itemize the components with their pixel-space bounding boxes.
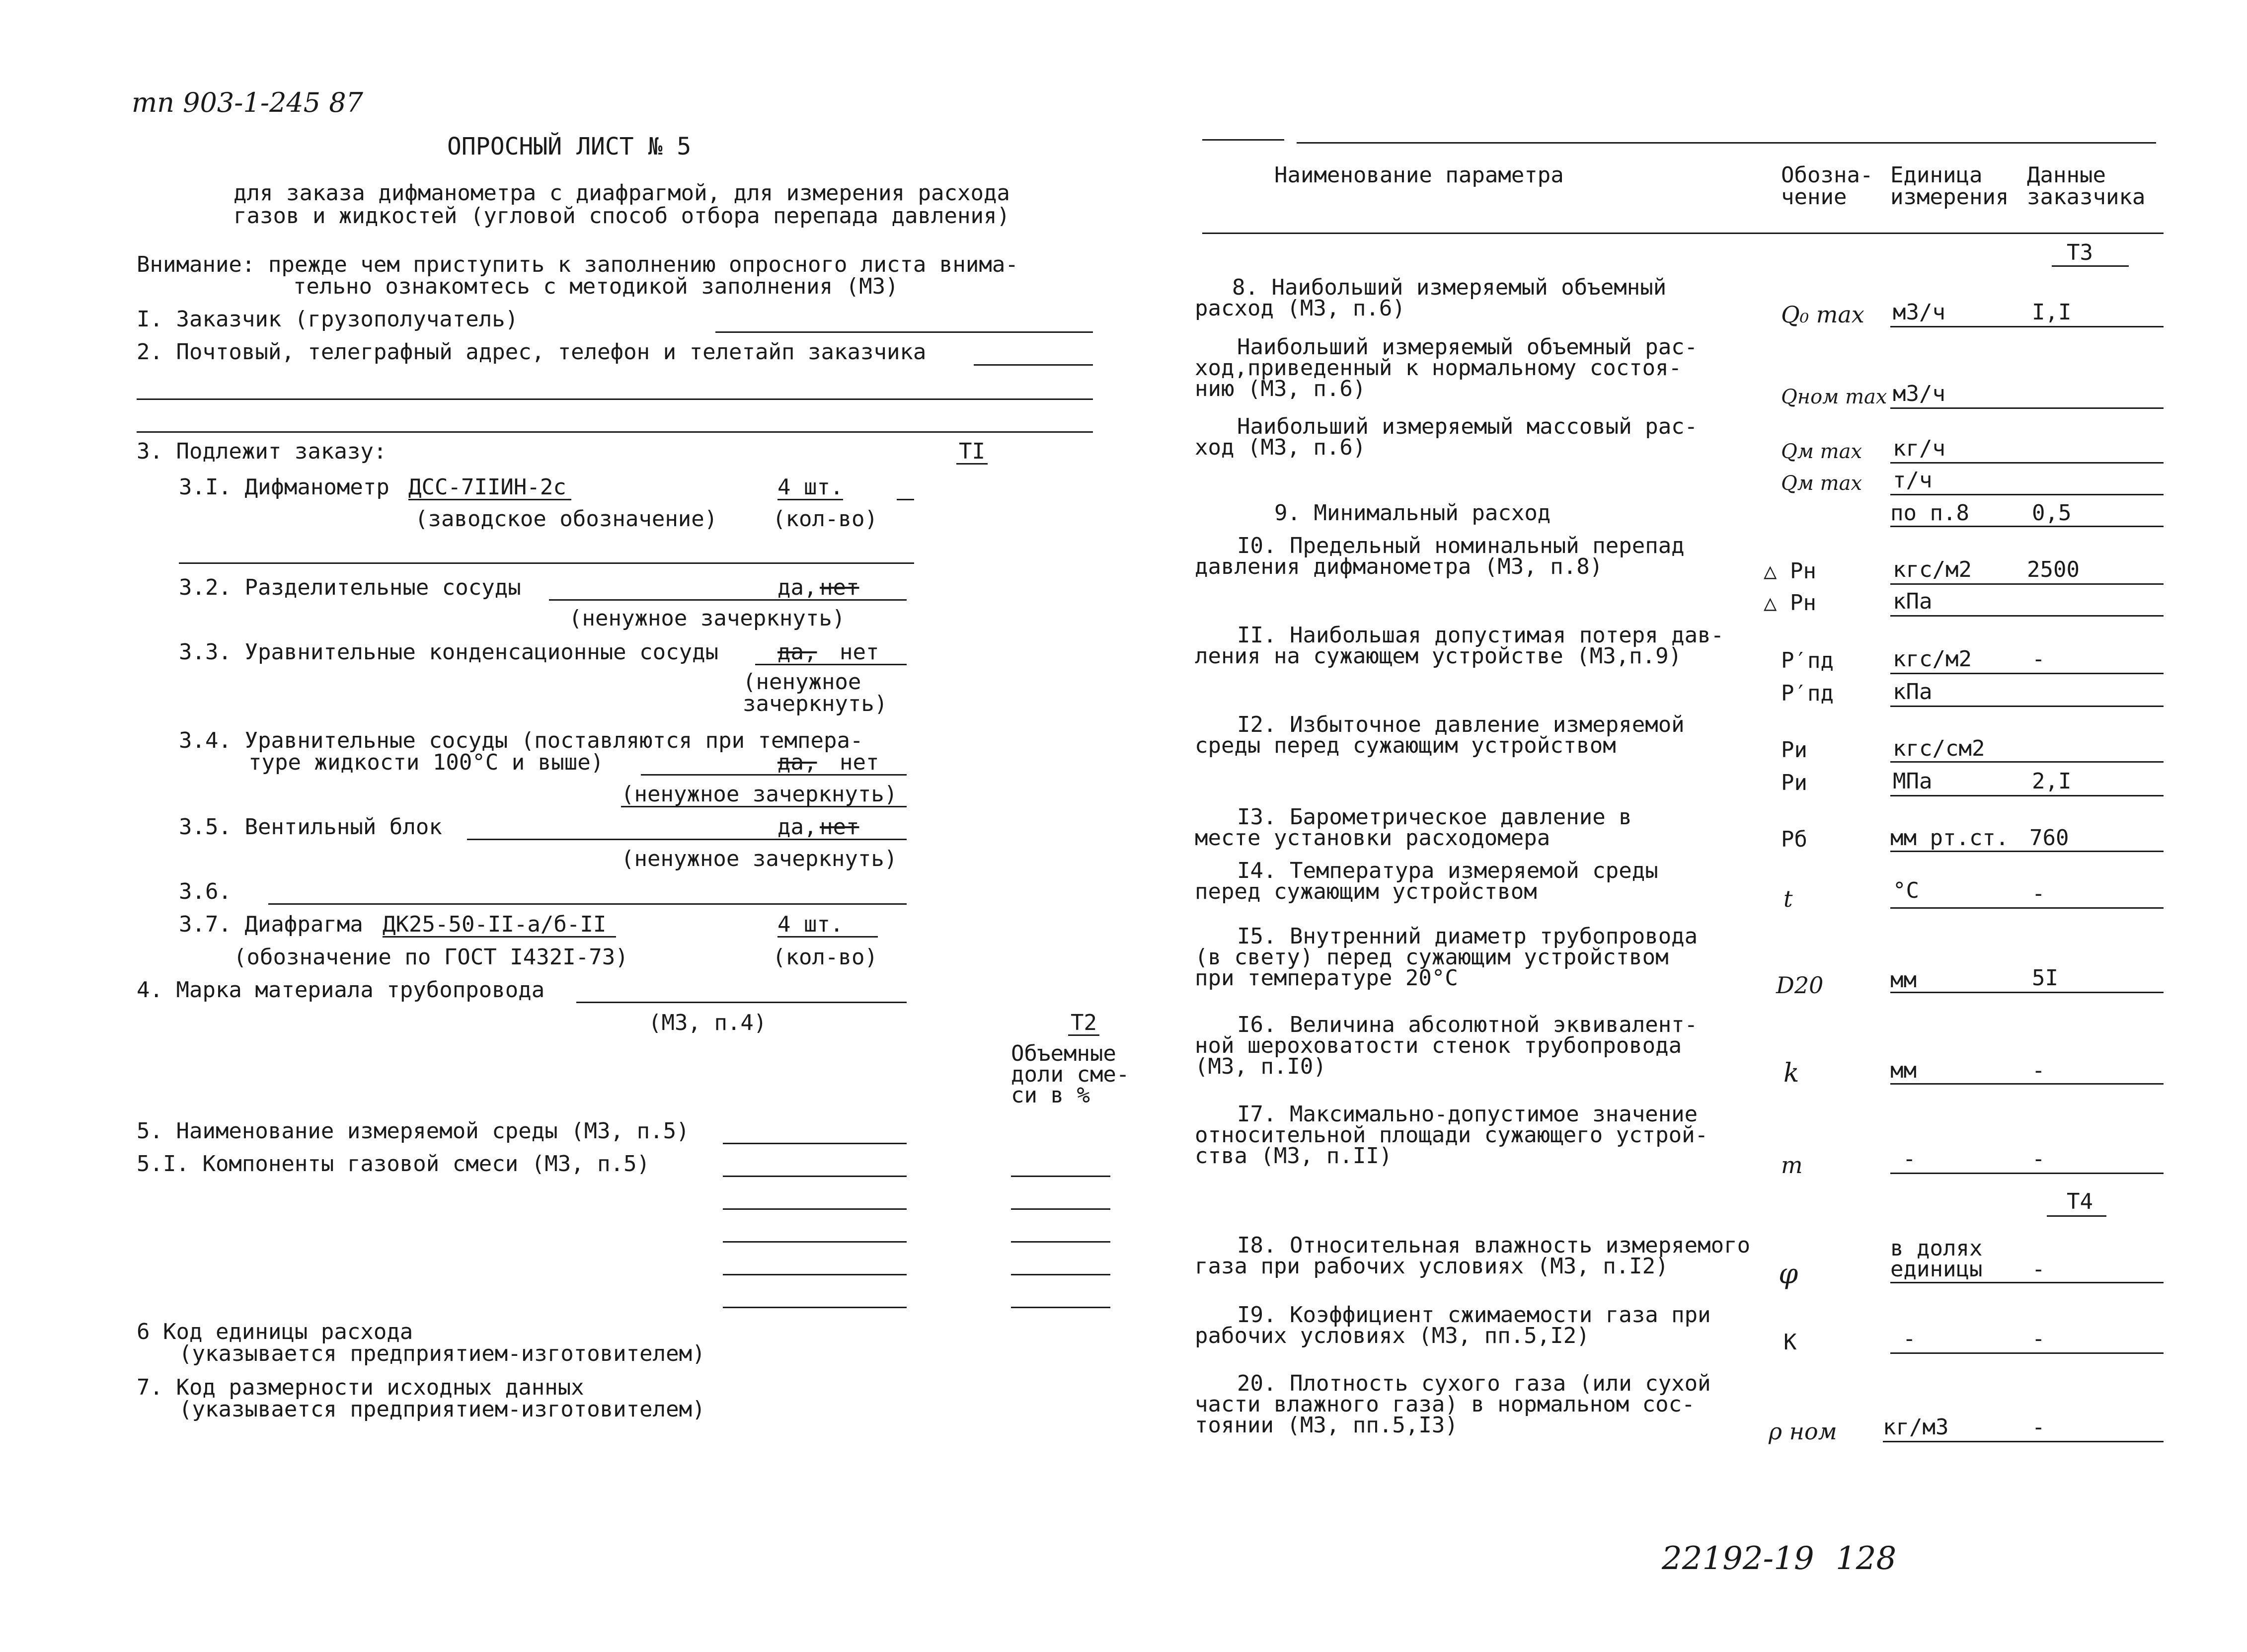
item-3-6: 3.6.	[179, 879, 232, 904]
item-2-address: 2. Почтовый, телеграфный адрес, телефон и телетайп заказчика	[137, 339, 927, 365]
row-11-fill-line-1[interactable]	[1890, 673, 2164, 674]
item-1-customer: I. Заказчик (грузополучатель)	[137, 307, 519, 332]
row-13-value[interactable]: 760	[2029, 825, 2069, 851]
row-13-line-1: I3. Барометрическое давление в	[1237, 804, 1632, 830]
row-17-value[interactable]: -	[2032, 1146, 2045, 1172]
row-8-line-2: расход (М3, п.6)	[1195, 296, 1405, 321]
row-19-symbol: К	[1783, 1330, 1797, 1355]
row-18-line-1: I8. Относительная влажность измеряемого	[1237, 1233, 1751, 1258]
item-4-pipe-material: 4. Марка материала трубопровода	[137, 977, 545, 1003]
row-8c-line-1: Наибольший измеряемый массовый рас-	[1237, 414, 1698, 439]
item-7-dimension-code: 7. Код размерности исходных данных	[137, 1375, 584, 1400]
page-subtitle-line-1: для заказа дифманометра с диафрагмой, для измерения расхода	[233, 180, 1010, 206]
column-header-symbol-line-2: чение	[1781, 184, 1847, 210]
row-13-fill-line[interactable]	[1890, 851, 2164, 852]
item-7-note: (указывается предприятием-изготовителем)	[179, 1397, 705, 1422]
row-12-unit-1[interactable]: кгс/см2	[1893, 736, 1985, 761]
item-3-7-caption-qty: (кол-во)	[773, 944, 878, 970]
row-16-fill-line[interactable]	[1890, 1083, 2164, 1085]
row-14-line-1: I4. Температура измеряемой среды	[1237, 858, 1658, 883]
page-subtitle-line-2: газов и жидкостей (угловой способ отбора перепада давления)	[233, 203, 1010, 229]
item-3-4-yes[interactable]: да,	[777, 750, 817, 775]
row-20-value[interactable]: -	[2032, 1415, 2045, 1440]
row-19-line-1: I9. Коэффициент сжимаемости газа при	[1237, 1302, 1711, 1328]
footer-page-number: 128	[1836, 1540, 1897, 1577]
row-13-line-2: месте установки расходомера	[1195, 825, 1550, 851]
row-12-symbol-2: Ри	[1781, 770, 1807, 795]
table-top-rule	[1297, 142, 2156, 144]
item-3-3-caption-1: (ненужное	[743, 669, 861, 695]
row-16-symbol: k	[1783, 1058, 1799, 1088]
row-16-unit[interactable]: мм	[1890, 1058, 1917, 1083]
row-8c-unit-2[interactable]: т/ч	[1893, 468, 1933, 493]
column-header-data-line-2: заказчика	[2027, 184, 2146, 210]
row-9-fill-line[interactable]	[1890, 526, 2164, 527]
row-20-line-1: 20. Плотность сухого газа (или сухой	[1237, 1371, 1711, 1396]
row-19-value[interactable]: -	[2032, 1326, 2045, 1351]
row-10-unit-1[interactable]: кгс/м2	[1893, 557, 1972, 582]
volume-fractions-header-line-3: си в %	[1011, 1083, 1090, 1108]
row-8-value[interactable]: I,I	[2032, 300, 2072, 325]
row-10-symbol-2: △ Рн	[1764, 590, 1816, 616]
item-5-1-gas-components: 5.I. Компоненты газовой смеси (М3, п.5)	[137, 1151, 650, 1177]
page-title: ОПРОСНЫЙ ЛИСТ № 5	[447, 133, 692, 160]
row-12-symbol-1: Ри	[1781, 737, 1807, 763]
item-3-2-no[interactable]: нет	[820, 575, 859, 600]
item-3-6-fill-line[interactable]	[268, 903, 907, 905]
row-11-value-1[interactable]: -	[2032, 646, 2045, 672]
row-20-symbol: ρ ном	[1769, 1418, 1837, 1445]
row-9-unit[interactable]: по п.8	[1890, 500, 1969, 526]
item-3-1-caption-designation: (заводское обозначение)	[415, 506, 718, 532]
item-3-4-equalizing-vessels-line-1: 3.4. Уравнительные сосуды (поставляются при темпера-	[179, 728, 863, 753]
row-14-value[interactable]: -	[2032, 881, 2045, 906]
item-3-4-caption-rule	[621, 806, 907, 807]
row-8-symbol: Q₀ max	[1781, 301, 1864, 328]
item-3-1-extra-line[interactable]	[179, 562, 914, 564]
item-3-7-quantity[interactable]: 4 шт.	[777, 913, 878, 938]
gas-component-line-2[interactable]	[723, 1208, 907, 1210]
gas-component-line-3[interactable]	[723, 1241, 907, 1243]
row-8-fill-line[interactable]	[1890, 326, 2164, 327]
row-16-value[interactable]: -	[2032, 1058, 2045, 1083]
item-4-fill-line[interactable]	[576, 1002, 907, 1003]
item-3-1-difmanometer: 3.I. Дифманометр	[179, 474, 389, 500]
row-12-line-2: среды перед сужающим устройством	[1195, 733, 1616, 758]
gas-fraction-line-1[interactable]	[1011, 1176, 1110, 1177]
row-13-unit[interactable]: мм рт.ст.	[1890, 825, 2009, 851]
document-stamp: тп 903-1-245 87	[132, 87, 364, 118]
row-19-line-2: рабочих условиях (М3, пп.5,I2)	[1195, 1323, 1590, 1348]
row-17-line-1: I7. Максимально-допустимое значение	[1237, 1101, 1698, 1127]
row-19-fill-line[interactable]	[1890, 1352, 2164, 1354]
row-12-value-2[interactable]: 2,I	[2032, 769, 2072, 794]
row-12-unit-2[interactable]: МПа	[1893, 769, 1933, 794]
row-17-fill-line[interactable]	[1890, 1173, 2164, 1174]
row-11-unit-1[interactable]: кгс/м2	[1893, 646, 1972, 672]
row-15-line-2: (в свету) перед сужающим устройством	[1195, 944, 1669, 970]
row-8c-symbol-2: Qм max	[1781, 472, 1862, 495]
table-t1-label: ТI	[956, 440, 988, 465]
row-20-line-2: части влажного газа) в нормальном сос-	[1195, 1392, 1695, 1417]
row-18-symbol: φ	[1779, 1258, 1798, 1290]
row-10-value-1[interactable]: 2500	[2027, 557, 2080, 582]
row-15-unit[interactable]: мм	[1890, 967, 1917, 993]
row-11-fill-line-2[interactable]	[1890, 706, 2164, 707]
row-15-value[interactable]: 5I	[2032, 965, 2058, 991]
item-3-2-yes[interactable]: да,	[777, 575, 817, 600]
item-2-fill-line-2[interactable]	[137, 398, 1093, 400]
volume-fractions-header-line-1: Объемные	[1011, 1041, 1116, 1066]
gas-fraction-line-5[interactable]	[1011, 1307, 1110, 1308]
row-17-line-3: ства (М3, п.II)	[1195, 1143, 1393, 1169]
table-t3-label: Т3	[2067, 240, 2093, 265]
item-2-fill-line[interactable]	[974, 364, 1093, 366]
row-8c-fill-line-1[interactable]	[1890, 462, 2164, 464]
item-2-fill-line-3[interactable]	[137, 431, 1093, 433]
table-t3-underline	[2052, 265, 2129, 267]
row-20-unit[interactable]: кг/м3	[1883, 1415, 1949, 1440]
row-19-unit[interactable]: -	[1903, 1326, 1916, 1351]
row-17-symbol: m	[1781, 1152, 1803, 1179]
table-t2-label: Т2	[1068, 1012, 1099, 1036]
row-9-min-flow: 9. Минимальный расход	[1274, 500, 1551, 526]
row-10-line-2: давления дифманометра (М3, п.8)	[1195, 554, 1603, 579]
row-15-symbol: D20	[1776, 972, 1824, 999]
row-15-fill-line[interactable]	[1890, 992, 2164, 993]
row-18-unit-line-2[interactable]: единицы	[1890, 1257, 1983, 1282]
column-header-symbol-line-1: Обозна-	[1781, 162, 1873, 188]
item-3-4-equalizing-vessels-line-2: туре жидкости 100°С и выше)	[248, 750, 604, 775]
row-8c-line-2: ход (М3, п.6)	[1195, 435, 1366, 460]
attention-line-2: тельно ознакомтесь с методикой заполнения (М3)	[293, 274, 899, 299]
item-5-medium-name: 5. Наименование измеряемой среды (М3, п.5)	[137, 1118, 690, 1144]
row-11-symbol-1: Р′пд	[1781, 648, 1834, 673]
row-11-line-2: ления на сужающем устройстве (М3,п.9)	[1195, 643, 1682, 669]
row-20-line-3: тоянии (М3, пп.5,I3)	[1195, 1413, 1458, 1438]
row-16-line-1: I6. Величина абсолютной эквивалент-	[1237, 1012, 1698, 1037]
row-8b-unit[interactable]: м3/ч	[1893, 381, 1945, 406]
row-8b-line-2: ход,приведенный к нормальному состоя-	[1195, 355, 1682, 381]
attention-line-1: Внимание: прежде чем приступить к заполнению опросного листа внима-	[137, 252, 1018, 277]
item-3-4-caption: (ненужное зачеркнуть)	[621, 782, 898, 807]
row-18-fill-line[interactable]	[1890, 1282, 2164, 1283]
row-14-fill-line[interactable]	[1890, 907, 2164, 909]
row-15-line-3: при температуре 20°С	[1195, 965, 1458, 991]
item-3-1-caption-qty: (кол-во)	[773, 506, 878, 532]
item-3-1-value[interactable]: ДСС-7IIИН-2с	[408, 476, 571, 500]
item-5-fill-line[interactable]	[723, 1143, 907, 1144]
item-3-1-quantity[interactable]: 4 шт.	[777, 474, 844, 500]
row-17-line-2: относительной площади сужающего устрой-	[1195, 1122, 1708, 1148]
row-12-fill-line-1[interactable]	[1890, 761, 2164, 763]
row-14-unit[interactable]: °С	[1893, 878, 1919, 903]
item-6-note: (указывается предприятием-изготовителем)	[179, 1341, 705, 1366]
column-header-parameter: Наименование параметра	[1274, 162, 1564, 188]
row-17-unit[interactable]: -	[1903, 1146, 1916, 1172]
row-14-symbol: t	[1783, 885, 1793, 912]
row-14-line-2: перед сужающим устройством	[1195, 879, 1537, 904]
row-10-unit-2[interactable]: кПа	[1893, 589, 1933, 614]
gas-component-line-1[interactable]	[723, 1176, 907, 1177]
row-11-symbol-2: Р′пд	[1781, 681, 1834, 706]
column-header-unit-line-2: измерения	[1890, 184, 2009, 210]
item-1-fill-line[interactable]	[715, 331, 1093, 333]
item-3-7-diaphragm: 3.7. Диафрагма	[179, 912, 363, 937]
volume-fractions-header-line-2: доли сме-	[1011, 1062, 1130, 1087]
row-10-fill-line-1[interactable]	[1890, 583, 2164, 585]
row-18-line-2: газа при рабочих условиях (М3, п.I2)	[1195, 1254, 1669, 1279]
table-t4-underline	[2047, 1215, 2106, 1217]
row-11-unit-2[interactable]: кПа	[1893, 679, 1933, 705]
item-3-1-qty-tail	[897, 499, 914, 500]
item-3-2-separator-vessels: 3.2. Разделительные сосуды	[179, 575, 521, 600]
row-8c-unit-1[interactable]: кг/ч	[1893, 436, 1945, 461]
row-8c-fill-line-2[interactable]	[1890, 494, 2164, 495]
row-16-line-3: (М3, п.I0)	[1195, 1054, 1326, 1079]
row-13-symbol: Рб	[1781, 827, 1807, 852]
column-header-data-line-1: Данные	[2027, 162, 2106, 188]
row-8b-line-1: Наибольший измеряемый объемный рас-	[1237, 334, 1698, 360]
row-10-fill-line-2[interactable]	[1890, 615, 2164, 617]
row-15-line-1: I5. Внутренний диаметр трубопровода	[1237, 924, 1698, 949]
row-11-line-1: II. Наибольшая допустимая потеря дав-	[1237, 623, 1724, 648]
item-3-7-value[interactable]: ДК25-50-II-а/б-II	[383, 913, 616, 938]
item-3-3-no[interactable]: нет	[840, 639, 879, 665]
gas-fraction-line-3[interactable]	[1011, 1241, 1110, 1243]
gas-fraction-line-4[interactable]	[1011, 1274, 1110, 1275]
item-3-2-caption: (ненужное зачеркнуть)	[569, 606, 846, 631]
table-header-rule	[1202, 233, 2164, 234]
item-3-5-yes[interactable]: да,	[777, 814, 817, 840]
row-18-unit-line-1[interactable]: в долях	[1890, 1236, 1983, 1261]
row-12-line-1: I2. Избыточное давление измеряемой	[1237, 712, 1685, 737]
gas-component-line-4[interactable]	[723, 1274, 907, 1275]
item-4-reference: (М3, п.4)	[648, 1010, 767, 1035]
gas-fraction-line-2[interactable]	[1011, 1208, 1110, 1210]
footer-document-code: 22192-19	[1662, 1540, 1814, 1577]
item-3-order: 3. Подлежит заказу:	[137, 439, 387, 464]
row-10-line-1: I0. Предельный номинальный перепад	[1237, 533, 1685, 558]
row-12-fill-line-2[interactable]	[1890, 795, 2164, 796]
row-8-unit[interactable]: м3/ч	[1893, 300, 1945, 325]
item-3-3-condensation-vessels: 3.3. Уравнительные конденсационные сосуды	[179, 639, 719, 665]
table-top-rule-short	[1202, 139, 1284, 141]
row-18-value[interactable]: -	[2032, 1257, 2045, 1282]
row-8b-symbol: Qном max	[1781, 386, 1887, 408]
table-t4-label: Т4	[2067, 1189, 2093, 1214]
row-10-symbol-1: △ Рн	[1764, 558, 1816, 584]
row-8c-symbol-1: Qм max	[1781, 440, 1862, 463]
gas-component-line-5[interactable]	[723, 1307, 907, 1308]
row-8b-line-3: нию (М3, п.6)	[1195, 376, 1366, 401]
item-3-4-no[interactable]: нет	[840, 750, 879, 775]
row-8b-fill-line[interactable]	[1890, 407, 2164, 409]
item-3-7-caption-gost: (обозначение по ГОСТ I432I-73)	[233, 944, 628, 970]
row-20-fill-line[interactable]	[1883, 1441, 2164, 1442]
item-3-3-caption-2: зачеркнуть)	[743, 691, 888, 716]
item-3-3-yes[interactable]: да,	[777, 639, 817, 665]
row-16-line-2: ной шероховатости стенок трубопровода	[1195, 1033, 1682, 1058]
column-header-unit-line-1: Единица	[1890, 162, 1983, 188]
item-3-5-no[interactable]: нет	[820, 814, 859, 840]
item-3-5-caption: (ненужное зачеркнуть)	[621, 846, 898, 871]
item-6-flow-unit-code: 6 Код единицы расхода	[137, 1319, 413, 1344]
item-3-5-valve-block: 3.5. Вентильный блок	[179, 814, 442, 840]
row-9-value[interactable]: 0,5	[2032, 500, 2072, 526]
row-8-line-1: 8. Наибольший измеряемый объемный	[1232, 275, 1667, 300]
